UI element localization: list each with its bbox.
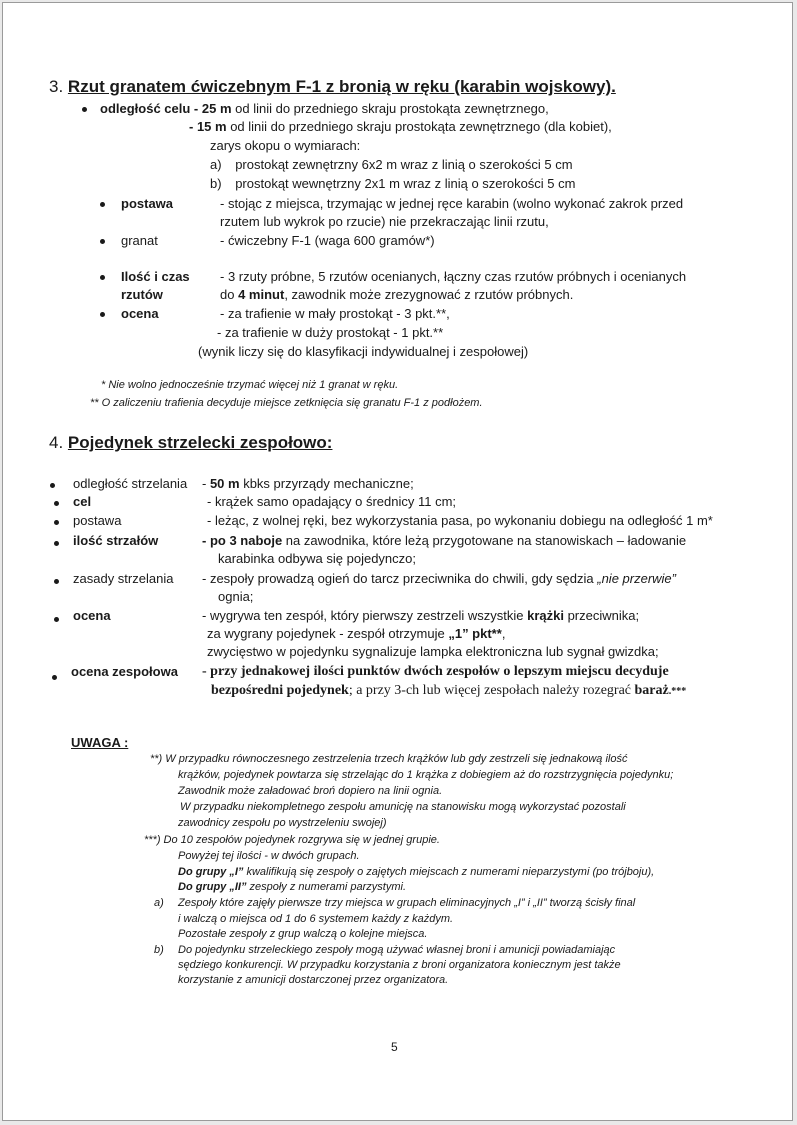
s3-count-label-1: Ilość i czas (121, 269, 190, 284)
note-group-2-text: zespoły z numerami parzystymi. (246, 881, 406, 893)
bullet-icon (100, 312, 105, 317)
s3-count-label-2: rzutów (121, 287, 163, 302)
note-line: Zespoły które zajęły pierwsze trzy miejsca w grupach eliminacyjnych „I” i „II” tworzą ścisły final (178, 897, 636, 909)
section-3-heading (49, 76, 616, 98)
note-group-1-text: kwalifikują się zespoły o zajętych miejscach z numerami nieparzystymi (po trójboju), (243, 866, 655, 878)
s3-distance-line-2 (189, 119, 612, 135)
s4-distance-label: odległość strzelania (73, 476, 188, 491)
s3-grenade-label: granat (121, 233, 158, 248)
s3-count-line-1: - 3 rzuty próbne, 5 rzutów ocenianych, łączny czas rzutów próbnych i ocenianych (220, 269, 687, 284)
note-group-1: Do grupy „I” (178, 866, 244, 878)
s4-score-comma: , (501, 626, 506, 641)
section-4-number: 4. (49, 433, 64, 452)
s4-target-text: - krążek samo opadający o średnicy 11 cm; (207, 494, 457, 509)
s4-score-line-2 (207, 626, 505, 642)
bullet-icon (52, 675, 57, 680)
note-line: zawodnicy zespołu po wystrzeleniu swojej) (178, 817, 387, 829)
bullet-icon (50, 483, 55, 488)
s3-item-b (210, 176, 575, 192)
note-line: krążków, pojedynek powtarza się strzelając do 1 krążka z dobiegiem aż do rozstrzygnięcia pojedynku; (178, 769, 674, 781)
s3-distance-line-1 (100, 101, 549, 117)
note-b-mark: b) (154, 944, 164, 956)
s3-distance-text-2: od linii do przedniego skraju prostokąta zewnętrznego (dla kobiet), (226, 119, 612, 134)
bullet-icon (82, 107, 87, 112)
bullet-icon (54, 617, 59, 622)
bullet-icon (54, 579, 59, 584)
s4-score-line-1 (202, 608, 639, 624)
s3-score-line-1: - za trafienie w mały prostokąt - 3 pkt.**, (220, 306, 450, 321)
note-line (178, 865, 654, 879)
s4-target-label: cel (73, 494, 92, 509)
note-line (178, 880, 406, 894)
s3-score-label: ocena (121, 306, 159, 321)
page-number: 5 (391, 1040, 398, 1054)
s4-rules-line-2: ognia; (218, 589, 254, 604)
document-page (2, 2, 793, 1121)
note-line: **) W przypadku równoczesnego zestrzelenia trzech krążków lub gdy zestrzeli się jednakową ilość (150, 753, 628, 765)
note-group-2: Do grupy „II” (178, 881, 247, 893)
s4-score-text-c: przeciwnika; (563, 608, 640, 623)
s4-score-win-text: za wygrany pojedynek - zespół otrzymuje (207, 626, 449, 641)
s3-grenade-text: - ćwiczebny F-1 (waga 600 gramów*) (220, 233, 435, 248)
s3-count-time: 4 minut (238, 287, 285, 302)
s3-count-line-2 (220, 287, 573, 303)
note-line: Do pojedynku strzeleckiego zespoły mogą używać własnej broni i amunicji powiadamiając (178, 944, 616, 956)
note-line: Pozostałe zespoły z grup walczą o kolejne miejsca. (178, 928, 428, 940)
s3-count-text-c: , zawodnik może zrezygnować z rzutów próbnych. (284, 287, 574, 302)
s3-distance-value-1: 25 m (201, 101, 232, 116)
bullet-icon (54, 520, 59, 525)
s4-distance-dash: - (202, 476, 210, 491)
s3-trench-intro: zarys okopu o wymiarach: (210, 138, 361, 153)
s3-distance-label: odległość celu - (100, 101, 199, 116)
s4-team-score-line-1: - przy jednakowej ilości punktów dwóch zespołów o lepszym miejscu decyduje (202, 664, 669, 679)
s4-score-text-a: - wygrywa ten zespół, który pierwszy zestrzeli wszystkie (202, 608, 528, 623)
s3-footnote-2: ** O zaliczeniu trafienia decyduje miejsce zetknięcia się granatu F-1 z podłożem. (90, 397, 483, 409)
s3-count-text-a: do (220, 287, 239, 302)
note-line: Zawodnik może załadować broń dopiero na linii ognia. (178, 785, 443, 797)
s3-distance-dash: - (189, 119, 197, 134)
section-3-number: 3. (49, 77, 64, 96)
s4-score-label: ocena (73, 608, 111, 623)
s4-distance-value: 50 m (209, 476, 240, 491)
s3-score-line-3: (wynik liczy się do klasyfikacji indywidualnej i zespołowej) (198, 344, 529, 359)
note-line: ***) Do 10 zespołów pojedynek rozgrywa się w jednej grupie. (144, 834, 440, 846)
s3-item-b-text: prostokąt wewnętrzny 2x1 m wraz z linią o szerokości 5 cm (235, 176, 576, 191)
s4-shots-dash: - (202, 533, 210, 548)
s4-score-points: „1” pkt** (448, 626, 502, 641)
s3-distance-value-2: 15 m (196, 119, 227, 134)
note-a-mark: a) (154, 897, 164, 909)
section-4-heading (49, 432, 332, 454)
s3-score-line-2: - za trafienie w duży prostokąt - 1 pkt.** (217, 325, 444, 340)
s4-distance-text (202, 476, 414, 492)
s4-team-duel: bezpośredni pojedynek (211, 683, 349, 698)
note-line: W przypadku niekompletnego zespołu amunicję na stanowisku mogą wykorzystać pozostali (180, 801, 626, 813)
s3-posture-line-2: rzutem lub wykrok po rzucie) nie przekraczając linii rzutu, (220, 214, 549, 229)
s3-item-a (210, 157, 573, 173)
s3-item-a-mark: a) (210, 157, 222, 172)
note-line: sędziego konkurencji. W przypadku korzystania z broni organizatora koniecznym jest także (178, 959, 621, 971)
s4-shots-value: po 3 naboje (209, 533, 283, 548)
s4-shots-line-2: karabinka odbywa się pojedynczo; (218, 551, 417, 566)
bullet-icon (54, 501, 59, 506)
s4-team-text: ; a przy 3-ch lub więcej zespołach należy rozegrać (348, 683, 635, 698)
note-line: korzystanie z amunicji dostarczonej przez organizatora. (178, 974, 449, 986)
bullet-icon (100, 202, 105, 207)
s4-team-footnote-mark: .*** (668, 686, 687, 697)
s4-shots-rest: na zawodnika, które leżą przygotowane na stanowiskach – ładowanie (282, 533, 687, 548)
s4-score-line-3: zwycięstwo w pojedynku sygnalizuje lampka elektroniczna lub sygnał gwizdka; (207, 644, 659, 659)
s4-rules-text: - zespoły prowadzą ogień do tarcz przeciwnika do chwili, gdy sędzia (202, 571, 598, 586)
note-line: Powyżej tej ilości - w dwóch grupach. (178, 850, 360, 862)
notes-heading: UWAGA : (71, 735, 129, 750)
s4-rules-line-1 (202, 571, 676, 587)
s4-team-score-label: ocena zespołowa (71, 664, 178, 679)
s3-posture-label: postawa (121, 196, 174, 211)
s4-posture-label: postawa (73, 513, 122, 528)
s4-team-score-line-2 (211, 682, 686, 701)
bullet-icon (54, 541, 59, 546)
s3-item-b-mark: b) (210, 176, 222, 191)
s4-posture-text: - leżąc, z wolnej ręki, bez wykorzystania pasa, po wykonaniu dobiegu na odległość 1 m* (207, 513, 713, 528)
section-3-title: Rzut granatem ćwiczebnym F-1 z bronią w ręku (karabin wojskowy). (67, 77, 616, 96)
s4-team-playoff: baraż (634, 683, 669, 698)
s3-footnote-1: * Nie wolno jednocześnie trzymać więcej niż 1 granat w ręku. (101, 379, 399, 391)
s4-rules-quote: „nie przerwie” (597, 571, 676, 586)
bullet-icon (100, 239, 105, 244)
s3-item-a-text: prostokąt zewnętrzny 6x2 m wraz z linią o szerokości 5 cm (235, 157, 573, 172)
s3-posture-line-1: - stojąc z miejsca, trzymając w jednej ręce karabin (wolno wykonać zakrok przed (220, 196, 684, 211)
s4-rules-label: zasady strzelania (73, 571, 174, 586)
s4-score-discs: krążki (527, 608, 564, 623)
s3-distance-text-1: od linii do przedniego skraju prostokąta zewnętrznego, (231, 101, 549, 116)
s4-distance-rest: kbks przyrządy mechaniczne; (239, 476, 414, 491)
s4-shots-line-1 (202, 533, 686, 549)
section-4-title: Pojedynek strzelecki zespołowo: (67, 433, 333, 452)
s4-shots-label: ilość strzałów (73, 533, 159, 548)
note-line: i walczą o miejsca od 1 do 6 systemem każdy z każdym. (178, 913, 454, 925)
bullet-icon (100, 275, 105, 280)
